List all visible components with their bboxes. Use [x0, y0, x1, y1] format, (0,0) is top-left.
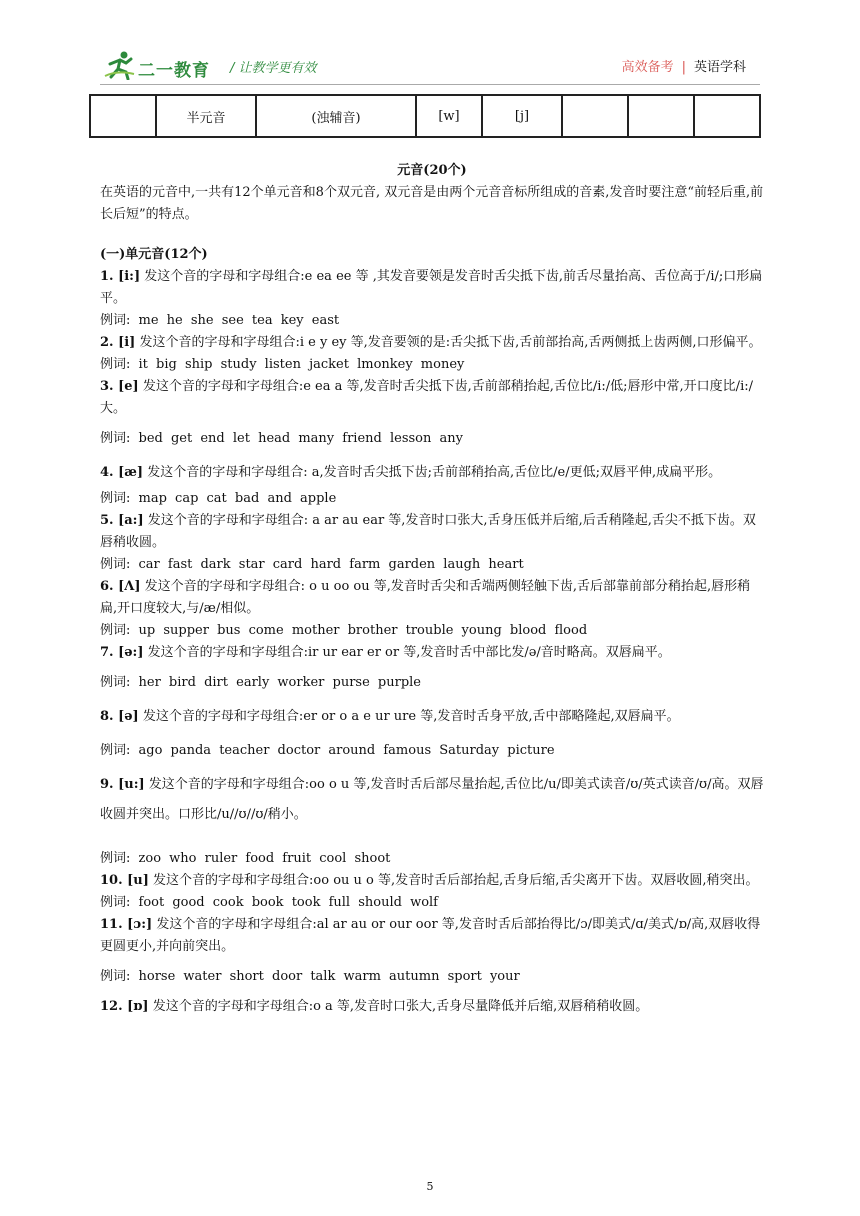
item-example: 例词: ago panda teacher doctor around famous Saturday picture	[100, 743, 555, 758]
header-subject-label: 英语学科	[693, 60, 746, 75]
table-cell: [w]	[416, 95, 482, 137]
list-item	[100, 870, 764, 892]
item-example: 例词: up supper bus come mother brother trouble young blood flood	[100, 623, 588, 638]
item-example: 例词: horse water short door talk warm autumn sport your	[100, 969, 520, 984]
item-example: 例词: her bird dirt early worker purse purple	[100, 675, 421, 690]
table-cell	[694, 95, 760, 137]
header-tag: 高效备考	[621, 60, 674, 75]
list-item	[100, 266, 764, 310]
item-number: 7. [ə:]	[100, 645, 144, 660]
item-desc: 发这个音的字母和字母组合: a ar au ear 等,发音时口张大,舌身压低并后缩,后舌稍隆起,舌尖不抵下齿。双唇稍收圆。	[100, 513, 756, 550]
table-row	[90, 95, 760, 137]
table-cell	[90, 95, 156, 137]
slogan: / 让教学更有效	[230, 61, 317, 76]
item-number: 2. [i]	[100, 335, 136, 350]
logo-text: 二一教育	[138, 61, 210, 81]
list-item	[100, 332, 764, 354]
item-example: 例词: bed get end let head many friend lesson any	[100, 431, 463, 446]
list-item	[100, 702, 764, 732]
list-item	[100, 914, 764, 958]
item-desc: 发这个音的字母和字母组合:oo o u 等,发音时舌后部尽量抬起,舌位比/u/即美式读音/ʊ/英式读音/ʊ/高。双唇收圆并突出。口形比/u//ʊ//ʊ/稍小。	[100, 777, 764, 822]
list-item	[100, 642, 764, 664]
table-cell: 半元音	[156, 95, 256, 137]
list-item	[100, 376, 764, 420]
page-number: 5	[426, 1180, 434, 1193]
item-number: 11. [ɔ:]	[100, 917, 153, 932]
phoneme-table	[89, 94, 761, 138]
item-example: 例词: it big ship study listen jacket lmonkey money	[100, 357, 465, 372]
header-subject	[622, 56, 746, 75]
item-desc: 发这个音的字母和字母组合:i e y ey 等,发音要领的是:舌尖抵下齿,舌前部抬高,舌两侧抵上齿两侧,口形偏平。	[139, 335, 762, 350]
item-example: 例词: me he she see tea key east	[100, 313, 340, 328]
page-header	[100, 48, 760, 84]
item-number: 1. [i:]	[100, 269, 141, 284]
list-item	[100, 458, 764, 488]
item-example: 例词: zoo who ruler food fruit cool shoot	[100, 851, 391, 866]
item-desc: 发这个音的字母和字母组合:e ea a 等,发音时舌尖抵下齿,舌前部稍抬起,舌位比/i:/低;唇形中常,开口度比/i:/大。	[100, 379, 753, 416]
item-number: 5. [a:]	[100, 513, 144, 528]
item-number: 3. [e]	[100, 379, 139, 394]
table-cell: [j]	[482, 95, 562, 137]
item-desc: 发这个音的字母和字母组合:er or o a e ur ure 等,发音时舌身平放,舌中部略隆起,双唇扁平。	[142, 709, 680, 724]
list-item	[100, 770, 764, 830]
item-desc: 发这个音的字母和字母组合:o a 等,发音时口张大,舌身尽量降低并后缩,双唇稍稍收圆。	[152, 999, 649, 1014]
list-item	[100, 576, 764, 620]
item-example: 例词: foot good cook book took full should wolf	[100, 895, 438, 910]
table-cell	[628, 95, 694, 137]
item-example: 例词: car fast dark star card hard farm garden laugh heart	[100, 557, 524, 572]
sub-title: (一)单元音(12个)	[100, 247, 208, 262]
item-number: 8. [ə]	[100, 709, 139, 724]
table-cell	[562, 95, 628, 137]
section-title: 元音(20个)	[397, 163, 467, 178]
item-desc: 发这个音的字母和字母组合:e ea ee 等 ,其发音要领是发音时舌尖抵下齿,前舌尽量抬高、舌位高于/i/;口形扁平。	[100, 269, 763, 306]
item-number: 6. [Λ]	[100, 579, 141, 594]
main-content	[100, 160, 764, 1018]
list-item	[100, 996, 764, 1018]
list-item	[100, 510, 764, 554]
item-desc: 发这个音的字母和字母组合:ir ur ear er or 等,发音时舌中部比发/ə/音时略高。双唇扁平。	[147, 645, 671, 660]
item-number: 4. [æ]	[100, 465, 144, 480]
item-number: 9. [u:]	[100, 777, 145, 792]
item-number: 10. [u]	[100, 873, 149, 888]
header-separator: |	[681, 60, 686, 75]
intro-paragraph: 在英语的元音中,一共有12个单元音和8个双元音, 双元音是由两个元音音标所组成的音素,发音时要注意“前轻后重,前长后短”的特点。	[100, 185, 764, 222]
item-desc: 发这个音的字母和字母组合: a,发音时舌尖抵下齿;舌前部稍抬高,舌位比/e/更低;双唇平伸,成扁平形。	[147, 465, 722, 480]
item-number: 12. [ɒ]	[100, 999, 149, 1014]
table-cell: (浊辅音)	[256, 95, 416, 137]
item-desc: 发这个音的字母和字母组合: o u oo ou 等,发音时舌尖和舌端两侧轻触下齿,舌后部靠前部分稍抬起,唇形稍扁,开口度较大,与/æ/相似。	[100, 579, 751, 616]
item-desc: 发这个音的字母和字母组合:oo ou u o 等,发音时舌后部抬起,舌身后缩,舌尖离开下齿。双唇收圆,稍突出。	[153, 873, 759, 888]
item-example: 例词: map cap cat bad and apple	[100, 491, 337, 506]
header-divider	[100, 84, 760, 85]
logo-runner-icon	[104, 50, 136, 80]
item-desc: 发这个音的字母和字母组合:al ar au or our oor 等,发音时舌后部抬得比/ɔ/即美式/ɑ/美式/ɒ/高,双唇收得更圆更小,并向前突出。	[100, 917, 761, 954]
